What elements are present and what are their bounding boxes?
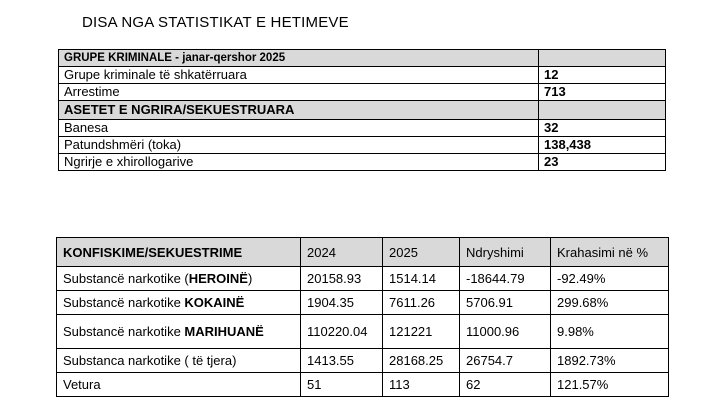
row-value: 138,438 <box>539 137 666 154</box>
value-2024: 1413.55 <box>301 349 383 373</box>
value-2024: 51 <box>301 373 383 397</box>
value-change: 5706.91 <box>460 291 551 315</box>
row-label: Arrestime <box>59 84 539 101</box>
row-label: Banesa <box>59 120 539 137</box>
value-2025: 113 <box>383 373 460 397</box>
item-label: Substancë narkotike MARIHUANË <box>57 315 301 349</box>
row-value: 32 <box>539 120 666 137</box>
table-row <box>57 267 669 291</box>
page-title: DISA NGA STATISTIKAT E HETIMEVE <box>82 14 349 31</box>
value-percent: 121.57% <box>551 373 669 397</box>
section-header-blank <box>539 101 666 120</box>
row-label: Grupe kriminale të shkatërruara <box>59 67 539 84</box>
seizures-table <box>56 237 669 397</box>
value-percent: 299.68% <box>551 291 669 315</box>
row-value: 713 <box>539 84 666 101</box>
value-2024: 1904.35 <box>301 291 383 315</box>
column-header: 2024 <box>301 238 383 267</box>
value-change: 62 <box>460 373 551 397</box>
section-header-row <box>59 101 666 120</box>
value-percent: 1892.73% <box>551 349 669 373</box>
table-row <box>57 373 669 397</box>
value-percent: 9.98% <box>551 315 669 349</box>
value-change: 11000.96 <box>460 315 551 349</box>
table-row <box>59 137 666 154</box>
row-value: 12 <box>539 67 666 84</box>
criminal-groups-table <box>58 49 666 171</box>
value-2025: 7611.26 <box>383 291 460 315</box>
section-header: GRUPE KRIMINALE - janar-qershor 2025 <box>59 50 539 67</box>
section-header: ASETET E NGRIRA/SEKUESTRUARA <box>59 101 539 120</box>
value-change: -18644.79 <box>460 267 551 291</box>
value-2024: 110220.04 <box>301 315 383 349</box>
table-row <box>57 315 669 349</box>
header-row <box>57 238 669 267</box>
row-label: Ngrirje e xhirollogarive <box>59 154 539 171</box>
table-row <box>59 120 666 137</box>
value-2025: 1514.14 <box>383 267 460 291</box>
section-header-blank <box>539 50 666 67</box>
section-header-row <box>59 50 666 67</box>
column-header: 2025 <box>383 238 460 267</box>
item-label: Vetura <box>57 373 301 397</box>
value-2025: 28168.25 <box>383 349 460 373</box>
row-label: Patundshmëri (toka) <box>59 137 539 154</box>
column-header: Krahasimi në % <box>551 238 669 267</box>
value-change: 26754.7 <box>460 349 551 373</box>
table-row <box>59 67 666 84</box>
value-2024: 20158.93 <box>301 267 383 291</box>
item-label: Substanca narkotike ( të tjera) <box>57 349 301 373</box>
item-label: Substancë narkotike (HEROINË) <box>57 267 301 291</box>
column-header: Ndryshimi <box>460 238 551 267</box>
item-label: Substancë narkotike KOKAINË <box>57 291 301 315</box>
table-row <box>59 84 666 101</box>
table-row <box>59 154 666 171</box>
column-header: KONFISKIME/SEKUESTRIME <box>57 238 301 267</box>
row-value: 23 <box>539 154 666 171</box>
value-percent: -92.49% <box>551 267 669 291</box>
table-row <box>57 291 669 315</box>
table-row <box>57 349 669 373</box>
value-2025: 121221 <box>383 315 460 349</box>
